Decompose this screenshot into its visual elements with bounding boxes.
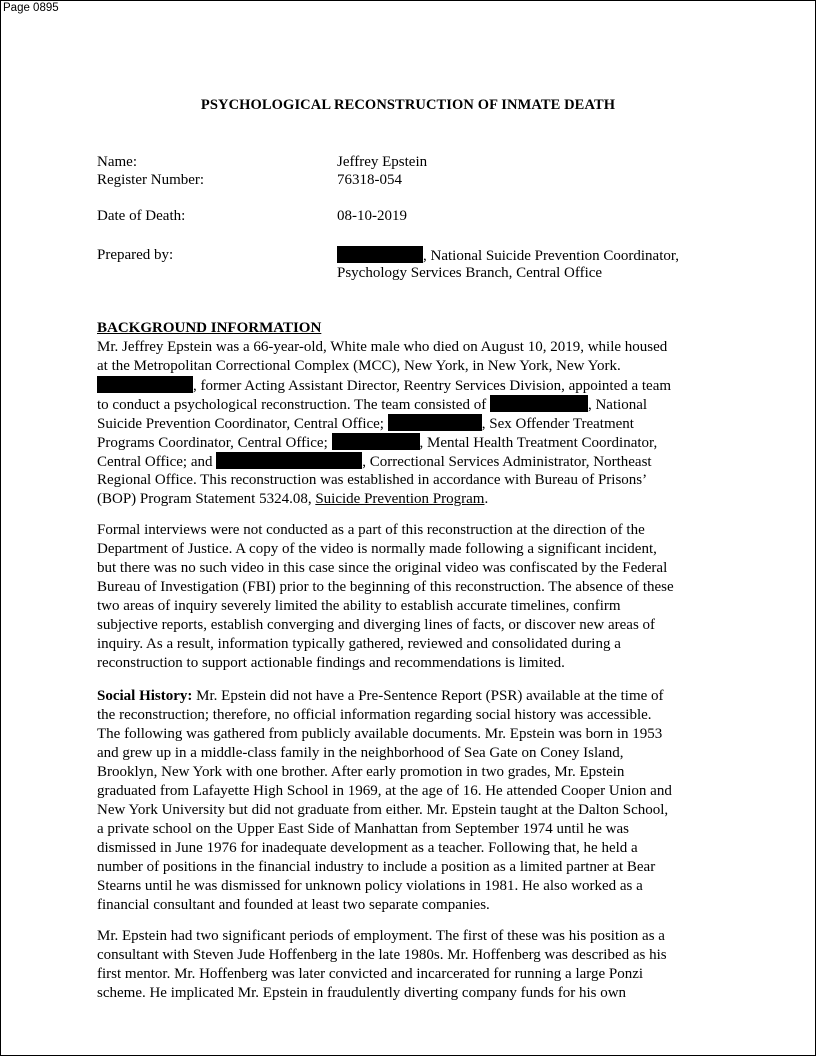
paragraph-line: scheme. He implicated Mr. Epstein in fraudulently diverting company funds for his own: [97, 985, 627, 1001]
paragraph-line: inquiry. As a result, information typically gathered, reviewed and consolidated during a: [97, 636, 621, 652]
paragraph-line: a private school on the Upper East Side of Manhattan from September 1974 until he was: [97, 821, 629, 837]
redaction-block: [490, 395, 588, 412]
date-of-death-label: Date of Death:: [97, 208, 186, 224]
paragraph-line: Formal interviews were not conducted as a part of this reconstruction at the direction of the: [97, 522, 645, 538]
paragraph-line: but there was no such video in this case since the original video was confiscated by the Federal: [97, 560, 668, 576]
employment-paragraph: [97, 927, 737, 1003]
paragraph-line: to conduct a psychological reconstruction. The team consisted of , National: [97, 397, 648, 413]
paragraph-line: Social History: Mr. Epstein did not have a Pre-Sentence Report (PSR) available at the time of: [97, 688, 664, 704]
register-number-value: 76318-054: [337, 172, 402, 188]
prepared-by-office: Psychology Services Branch, Central Office: [337, 265, 603, 281]
name-label: Name:: [97, 154, 137, 170]
redaction-block: [97, 376, 193, 393]
name-value: Jeffrey Epstein: [337, 154, 428, 170]
paragraph-line: Department of Justice. A copy of the video is normally made following a significant incident,: [97, 541, 657, 557]
social-history-label: Social History:: [97, 688, 193, 704]
paragraph-line: Brooklyn, New York with one brother. After early promotion in two grades, Mr. Epstein: [97, 764, 625, 780]
paragraph-line: dismissed in June 1976 for inadequate development as a teacher. Following that, he held a: [97, 840, 638, 856]
paragraph-line: Stearns until he was dismissed for unknown policy violations in 1981. He also worked as a: [97, 878, 643, 894]
redaction-block: [332, 433, 420, 450]
background-section: [97, 319, 737, 509]
date-of-death-value: 08-10-2019: [337, 208, 407, 224]
redaction-block: [388, 414, 482, 431]
prepared-by-title: , National Suicide Prevention Coordinator,: [423, 248, 680, 264]
paragraph-line: and grew up in a middle-class family in the neighborhood of Sea Gate on Coney Island,: [97, 745, 624, 761]
paragraph-line: Mr. Jeffrey Epstein was a 66-year-old, White male who died on August 10, 2019, while housed: [97, 339, 668, 355]
prepared-by-label: Prepared by:: [97, 247, 174, 263]
interviews-paragraph: [97, 521, 737, 673]
paragraph-line: New York University but did not graduate from either. Mr. Epstein taught at the Dalton School,: [97, 802, 669, 818]
paragraph-line: Programs Coordinator, Central Office; , Mental Health Treatment Coordinator,: [97, 435, 658, 451]
paragraph-line: two areas of inquiry severely limited the ability to establish accurate timelines, confirm: [97, 598, 621, 614]
paragraph-line: at the Metropolitan Correctional Complex (MCC), New York, in New York, New York.: [97, 358, 621, 374]
paragraph-line: first mentor. Mr. Hoffenberg was later convicted and incarcerated for running a large Ponzi: [97, 966, 644, 982]
paragraph-line: , former Acting Assistant Director, Reentry Services Division, appointed a team: [97, 376, 737, 395]
redaction-block: [337, 246, 423, 263]
social-history-paragraph: [97, 687, 737, 915]
paragraph-line: Bureau of Investigation (FBI) prior to the beginning of this reconstruction. The absence of these: [97, 579, 674, 595]
paragraph-line: (BOP) Program Statement 5324.08, Suicide Prevention Program.: [97, 491, 489, 507]
redaction-block: [216, 452, 362, 469]
page-number-label: Page 0895: [3, 2, 59, 14]
paragraph-line: Mr. Epstein had two significant periods of employment. The first of these was his position as a: [97, 928, 665, 944]
paragraph-line: Suicide Prevention Coordinator, Central Office; , Sex Offender Treatment: [97, 416, 634, 432]
page-title: PSYCHOLOGICAL RECONSTRUCTION OF INMATE DEATH: [200, 97, 616, 113]
paragraph-line: The following was gathered from publicly available documents. Mr. Epstein was born in 1953: [97, 726, 663, 742]
program-title-link: Suicide Prevention Program: [315, 491, 485, 507]
paragraph-line: reconstruction to support actionable findings and recommendations is limited.: [97, 655, 565, 671]
paragraph-line: Central Office; and , Correctional Services Administrator, Northeast: [97, 454, 652, 470]
paragraph-line: subjective reports, establish converging and diverging lines of facts, or discover new areas of: [97, 617, 656, 633]
paragraph-line: Regional Office. This reconstruction was established in accordance with Bureau of Prisons’: [97, 472, 648, 488]
paragraph-line: financial consultant and founded at least two separate companies.: [97, 897, 490, 913]
paragraph-line: consultant with Steven Jude Hoffenberg in the late 1980s. Mr. Hoffenberg was described as his: [97, 947, 667, 963]
paragraph-line: number of positions in the financial industry to include a position as a limited partner at Bear: [97, 859, 656, 875]
paragraph-line: graduated from Lafayette High School in 1969, at the age of 16. He attended Cooper Union and: [97, 783, 672, 799]
prepared-by-value: [337, 246, 679, 265]
paragraph-line: the reconstruction; therefore, no official information regarding social history was accessible.: [97, 707, 652, 723]
section-heading: BACKGROUND INFORMATION: [97, 320, 322, 336]
register-number-label: Register Number:: [97, 172, 205, 188]
